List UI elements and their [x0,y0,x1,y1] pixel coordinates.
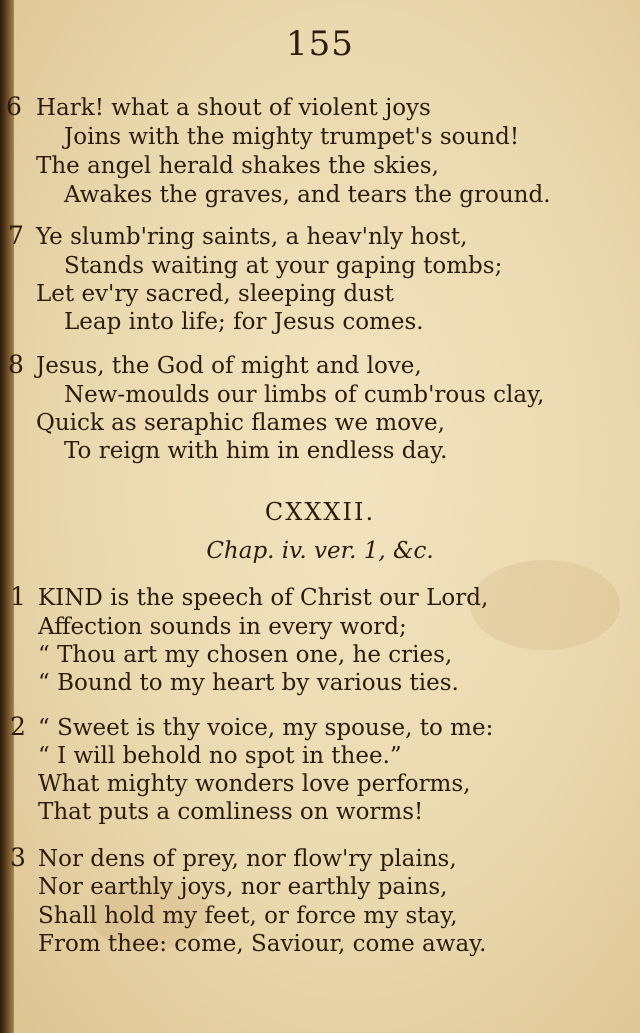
verse-number: 8 [8,350,24,379]
verse-line: Stands waiting at your gaping tombs; [64,253,503,279]
verse-line: Let ev'ry sacred, sleeping dust [36,281,394,307]
verse-line: Shall hold my feet, or force my stay, [38,903,458,929]
hymn-number-heading: CXXXII. [264,498,376,526]
paper-stain [470,560,620,650]
verse-line: From thee: come, Saviour, come away. [38,931,487,957]
verse-line: Awakes the graves, and tears the ground. [64,182,551,208]
verse-line: What mighty wonders love performs, [38,771,471,797]
verse-line: KIND is the speech of Christ our Lord, [38,585,489,611]
verse-line: “ I will behold no spot in thee.” [38,743,402,769]
verse-line: Nor earthly joys, nor earthly pains, [38,874,448,900]
verse-number: 6 [6,92,22,121]
verse-line: “ Thou art my chosen one, he cries, [38,642,453,668]
verse-number: 2 [10,712,26,741]
verse-line: The angel herald shakes the skies, [36,153,439,179]
verse-line: Nor dens of prey, nor flow'ry plains, [38,846,457,872]
scripture-reference: Chap. iv. ver. 1, &c. [206,538,434,564]
page-number: 155 [286,24,354,64]
verse-line: Affection sounds in every word; [38,614,407,640]
verse-line: That puts a comliness on worms! [38,799,424,825]
verse-line: Leap into life; for Jesus comes. [64,309,424,335]
verse-line: “ Sweet is thy voice, my spouse, to me: [38,715,494,741]
verse-number: 1 [10,582,26,611]
verse-line: New-moulds our limbs of cumb'rous clay, [64,382,545,408]
verse-line: Jesus, the God of might and love, [36,353,422,379]
verse-line: “ Bound to my heart by various ties. [38,670,459,696]
verse-line: To reign with him in endless day. [64,438,448,464]
verse-number: 3 [10,843,26,872]
verse-line: Joins with the mighty trumpet's sound! [64,124,520,150]
verse-line: Quick as seraphic flames we move, [36,410,445,436]
verse-line: Ye slumb'ring saints, a heav'nly host, [36,224,468,250]
verse-number: 7 [8,221,24,250]
verse-line: Hark! what a shout of violent joys [36,95,431,121]
